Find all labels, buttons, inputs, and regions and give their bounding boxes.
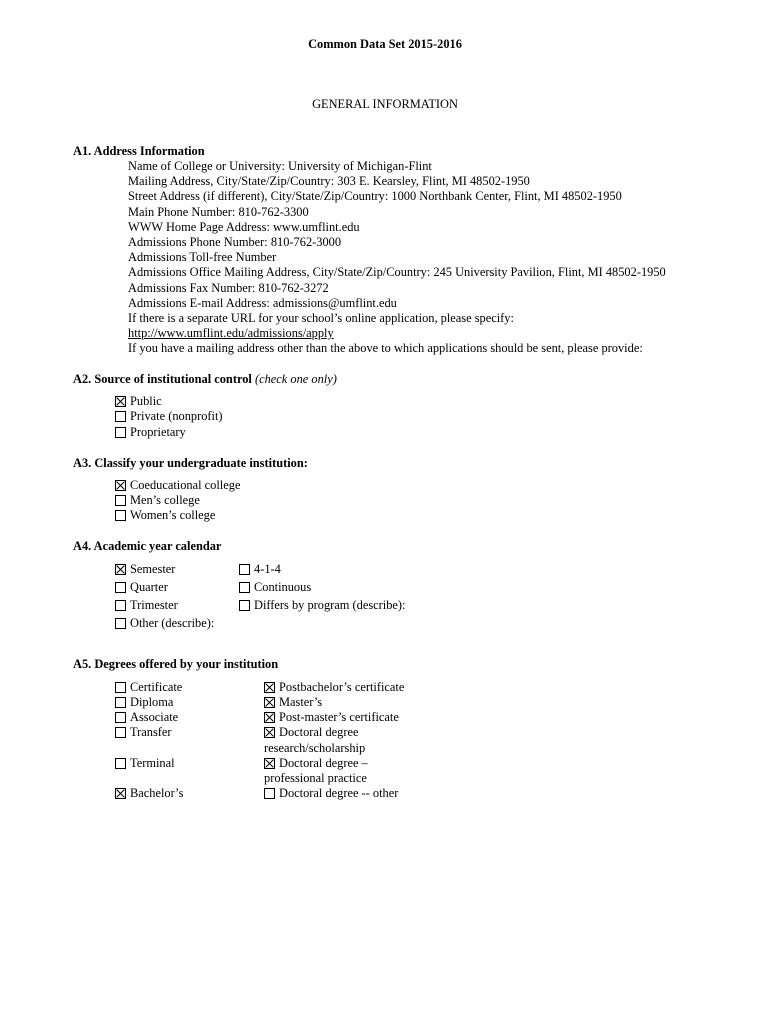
doctoral-research-continuation: research/scholarship	[264, 741, 366, 755]
address-line: WWW Home Page Address: www.umflint.edu	[128, 219, 360, 234]
a2-heading	[73, 372, 337, 387]
application-url-link[interactable]: http://www.umflint.edu/admissions/apply	[128, 326, 334, 341]
checkbox-label: Men’s college	[130, 493, 200, 507]
checkbox-box[interactable]	[115, 510, 126, 521]
checkbox-label: Associate	[130, 710, 179, 724]
address-line: Admissions Phone Number: 810-762-3000	[128, 234, 342, 249]
a4-heading: A4. Academic year calendar	[73, 539, 222, 553]
checkbox-quarter[interactable]	[115, 580, 168, 595]
checkbox-diploma[interactable]	[115, 695, 173, 710]
checkbox-semester[interactable]	[115, 562, 175, 577]
checkbox-doctoral-professional[interactable]	[264, 756, 368, 771]
a5-heading: A5. Degrees offered by your institution	[73, 657, 279, 671]
checkbox-doctoral-other[interactable]	[264, 786, 398, 801]
address-line: If there is a separate URL for your school’s online application, please specify:	[128, 310, 514, 325]
checkbox-label: Doctoral degree –	[279, 756, 368, 770]
doctoral-professional-continuation: professional practice	[264, 771, 367, 785]
checkbox-label: Doctoral degree -- other	[279, 786, 399, 800]
checkbox-box[interactable]	[115, 411, 126, 422]
checkbox-postbachelors-certificate[interactable]	[264, 680, 404, 695]
checkbox-private-nonprofit[interactable]	[115, 409, 223, 424]
checkbox-coeducational[interactable]	[115, 478, 240, 493]
checkbox-continuous[interactable]	[239, 580, 311, 595]
checkbox-transfer[interactable]	[115, 725, 172, 740]
checkbox-label: Proprietary	[130, 425, 186, 439]
checkbox-box[interactable]	[115, 712, 126, 723]
checkbox-label: Semester	[130, 562, 176, 576]
address-line: Admissions E-mail Address: admissions@umflint.edu	[128, 295, 397, 310]
a1-heading: A1. Address Information	[73, 144, 205, 158]
checkbox-proprietary[interactable]	[115, 425, 186, 440]
checkbox-label: Public	[130, 394, 162, 408]
checkbox-associate[interactable]	[115, 710, 178, 725]
checkbox-box[interactable]	[115, 697, 126, 708]
checkbox-box[interactable]	[115, 564, 126, 575]
checkbox-public[interactable]	[115, 394, 162, 409]
checkbox-doctoral-research[interactable]	[264, 725, 358, 740]
checkbox-label: 4-1-4	[254, 562, 281, 576]
other-mailing-prompt: If you have a mailing address other than the above to which applications should be sent, please provide:	[128, 341, 643, 356]
checkbox-box[interactable]	[239, 600, 250, 611]
checkbox-box[interactable]	[264, 697, 275, 708]
checkbox-box[interactable]	[264, 712, 275, 723]
checkbox-label: Differs by program (describe):	[254, 598, 406, 612]
address-line: Mailing Address, City/State/Zip/Country: 303 E. Kearsley, Flint, MI 48502-1950	[128, 174, 530, 189]
address-line: Name of College or University: University of Michigan-Flint	[128, 159, 432, 173]
checkbox-certificate[interactable]	[115, 680, 182, 695]
checkbox-label: Post-master’s certificate	[279, 710, 399, 724]
page-title: Common Data Set 2015-2016	[308, 37, 462, 51]
checkbox-box[interactable]	[264, 682, 275, 693]
checkbox-box[interactable]	[264, 758, 275, 769]
checkbox-masters[interactable]	[264, 695, 322, 710]
checkbox-label: Other (describe):	[130, 616, 215, 630]
checkbox-womens-college[interactable]	[115, 508, 215, 523]
checkbox-label: Women’s college	[130, 508, 216, 522]
checkbox-box[interactable]	[115, 495, 126, 506]
address-line: Street Address (if different), City/State/Zip/Country: 1000 Northbank Center, Flint, MI 48502-1950	[128, 189, 622, 204]
checkbox-box[interactable]	[115, 582, 126, 593]
checkbox-box[interactable]	[239, 564, 250, 575]
checkbox-box[interactable]	[115, 758, 126, 769]
checkbox-box[interactable]	[115, 396, 126, 407]
a3-heading: A3. Classify your undergraduate institution:	[73, 456, 308, 470]
checkbox-label: Continuous	[254, 580, 312, 594]
checkbox-mens-college[interactable]	[115, 493, 200, 508]
address-line: Admissions Toll-free Number	[128, 250, 277, 265]
checkbox-terminal[interactable]	[115, 756, 175, 771]
checkbox-box[interactable]	[239, 582, 250, 593]
checkbox-box[interactable]	[115, 427, 126, 438]
checkbox-box[interactable]	[115, 600, 126, 611]
address-line: Admissions Office Mailing Address, City/State/Zip/Country: 245 University Pavilion, Flint, MI 48502-1950	[128, 265, 666, 280]
checkbox-box[interactable]	[264, 727, 275, 738]
checkbox-label: Trimester	[130, 598, 178, 612]
checkbox-label: Certificate	[130, 680, 183, 694]
checkbox-post-masters-certificate[interactable]	[264, 710, 399, 725]
checkbox-label: Diploma	[130, 695, 174, 709]
a2-heading-text: A2. Source of institutional control	[73, 372, 252, 386]
checkbox-box[interactable]	[264, 788, 275, 799]
address-line: Admissions Fax Number: 810-762-3272	[128, 280, 329, 295]
checkbox-bachelors[interactable]	[115, 786, 183, 801]
checkbox-box[interactable]	[115, 788, 126, 799]
checkbox-label: Terminal	[130, 756, 175, 770]
checkbox-label: Quarter	[130, 580, 168, 594]
a2-heading-note: (check one only)	[254, 372, 337, 386]
checkbox-label: Transfer	[130, 725, 172, 739]
checkbox-box[interactable]	[115, 618, 126, 629]
checkbox-label: Postbachelor’s certificate	[279, 680, 405, 694]
checkbox-label: Private (nonprofit)	[130, 409, 223, 423]
checkbox-label: Master’s	[279, 695, 323, 709]
address-block	[128, 144, 666, 356]
section-subtitle: GENERAL INFORMATION	[312, 97, 458, 111]
checkbox-box[interactable]	[115, 682, 126, 693]
address-line: Main Phone Number: 810-762-3300	[128, 204, 309, 219]
checkbox-label: Doctoral degree	[279, 725, 359, 739]
checkbox-label: Bachelor’s	[130, 786, 184, 800]
checkbox-differs-by-program[interactable]	[239, 598, 406, 613]
checkbox-label: Coeducational college	[130, 478, 241, 492]
checkbox-trimester[interactable]	[115, 598, 178, 613]
checkbox-4-1-4[interactable]	[239, 562, 281, 577]
checkbox-other-calendar[interactable]	[115, 616, 214, 631]
checkbox-box[interactable]	[115, 727, 126, 738]
checkbox-box[interactable]	[115, 480, 126, 491]
